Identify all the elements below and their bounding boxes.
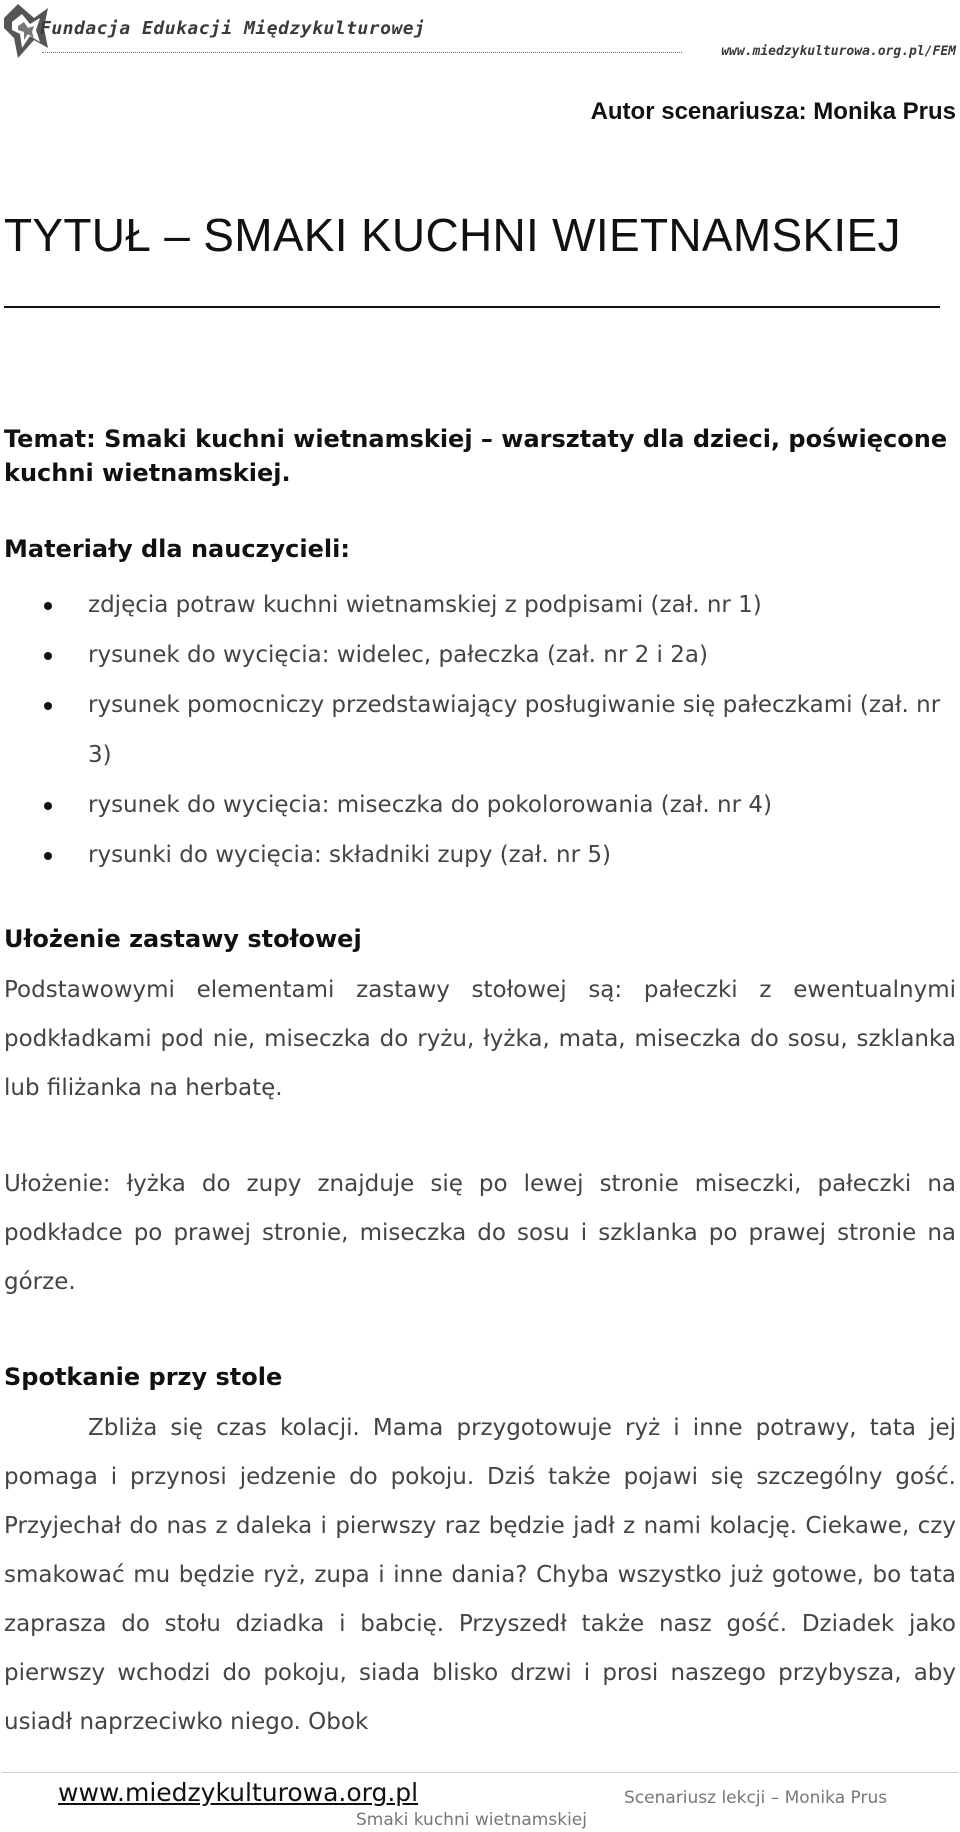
footer-url[interactable]: www.miedzykulturowa.org.pl: [58, 1778, 419, 1807]
org-name: Fundacja Edukacji Międzykulturowej: [40, 18, 426, 39]
header-divider: [42, 52, 682, 53]
bullet-icon: [44, 802, 52, 810]
author-line: Autor scenariusza: Monika Prus: [590, 98, 956, 125]
footer-credit: Scenariusz lekcji – Monika Prus: [624, 1788, 888, 1808]
page-title: TYTUŁ – SMAKI KUCHNI WIETNAMSKIEJ: [4, 209, 901, 261]
list-item-text: rysunki do wycięcia: składniki zupy (zał. nr 5): [88, 842, 611, 868]
meeting-paragraph: Zbliża się czas kolacji. Mama przygotowuje ryż i inne potrawy, tata jej pomaga i przynosi jedzenie do pokoju. Dziś także pojawi się szczególny gość. Przyjechał do nas z daleka i pierwszy raz będzie jadł z nami kolację. Ciekawe, czy smakować mu będzie ryż, zupa i inne dania? Chyba wszystko już gotowe, bo tata zaprasza do stołu dziadka i babcię. Przyszedł także nasz gość. Dziadek jako pierwszy wchodzi do pokoju, siada blisko drzwi i prosi naszego przybysza, aby usiadł naprzeciwko niego. Obok: [4, 1415, 956, 1735]
bullet-icon: [44, 852, 52, 860]
title-underline: [4, 306, 940, 308]
table-setting-heading: Ułożenie zastawy stołowej: [4, 925, 362, 953]
list-item: [40, 580, 956, 630]
list-item: [40, 780, 956, 830]
list-item: [40, 830, 956, 880]
table-setting-paragraph: Podstawowymi elementami zastawy stołowej są: pałeczki z ewentualnymi podkładkami pod nie, miseczka do ryżu, łyżka, mata, miseczka do sosu, szklanka lub filiżanka na herbatę.: [4, 977, 956, 1101]
meeting-heading: Spotkanie przy stole: [4, 1363, 283, 1391]
materials-list: [40, 580, 956, 880]
list-item-text: zdjęcia potraw kuchni wietnamskiej z podpisami (zał. nr 1): [88, 592, 762, 618]
list-item-text: rysunek do wycięcia: miseczka do pokolorowania (zał. nr 4): [88, 792, 772, 818]
page-header: [0, 0, 960, 70]
list-item: [40, 680, 956, 780]
footer-divider: [2, 1772, 958, 1773]
placement-paragraph: Ułożenie: łyżka do zupy znajduje się po lewej stronie miseczki, pałeczki na podkładce po prawej stronie, miseczka do sosu i szklanka po prawej stronie na górze.: [4, 1171, 956, 1295]
list-item-text: rysunek pomocniczy przedstawiający posługiwanie się pałeczkami (zał. nr 3): [88, 692, 941, 768]
list-item: [40, 630, 956, 680]
footer-subtitle: Smaki kuchni wietnamskiej: [356, 1810, 587, 1830]
materials-heading: Materiały dla nauczycieli:: [4, 535, 350, 563]
header-url[interactable]: www.miedzykulturowa.org.pl/FEM: [721, 44, 956, 59]
bullet-icon: [44, 702, 52, 710]
bullet-icon: [44, 602, 52, 610]
lesson-topic: Temat: Smaki kuchni wietnamskiej – warsztaty dla dzieci, poświęcone kuchni wietnamskiej.: [4, 425, 948, 487]
bullet-icon: [44, 652, 52, 660]
list-item-text: rysunek do wycięcia: widelec, pałeczka (zał. nr 2 i 2a): [88, 642, 708, 668]
